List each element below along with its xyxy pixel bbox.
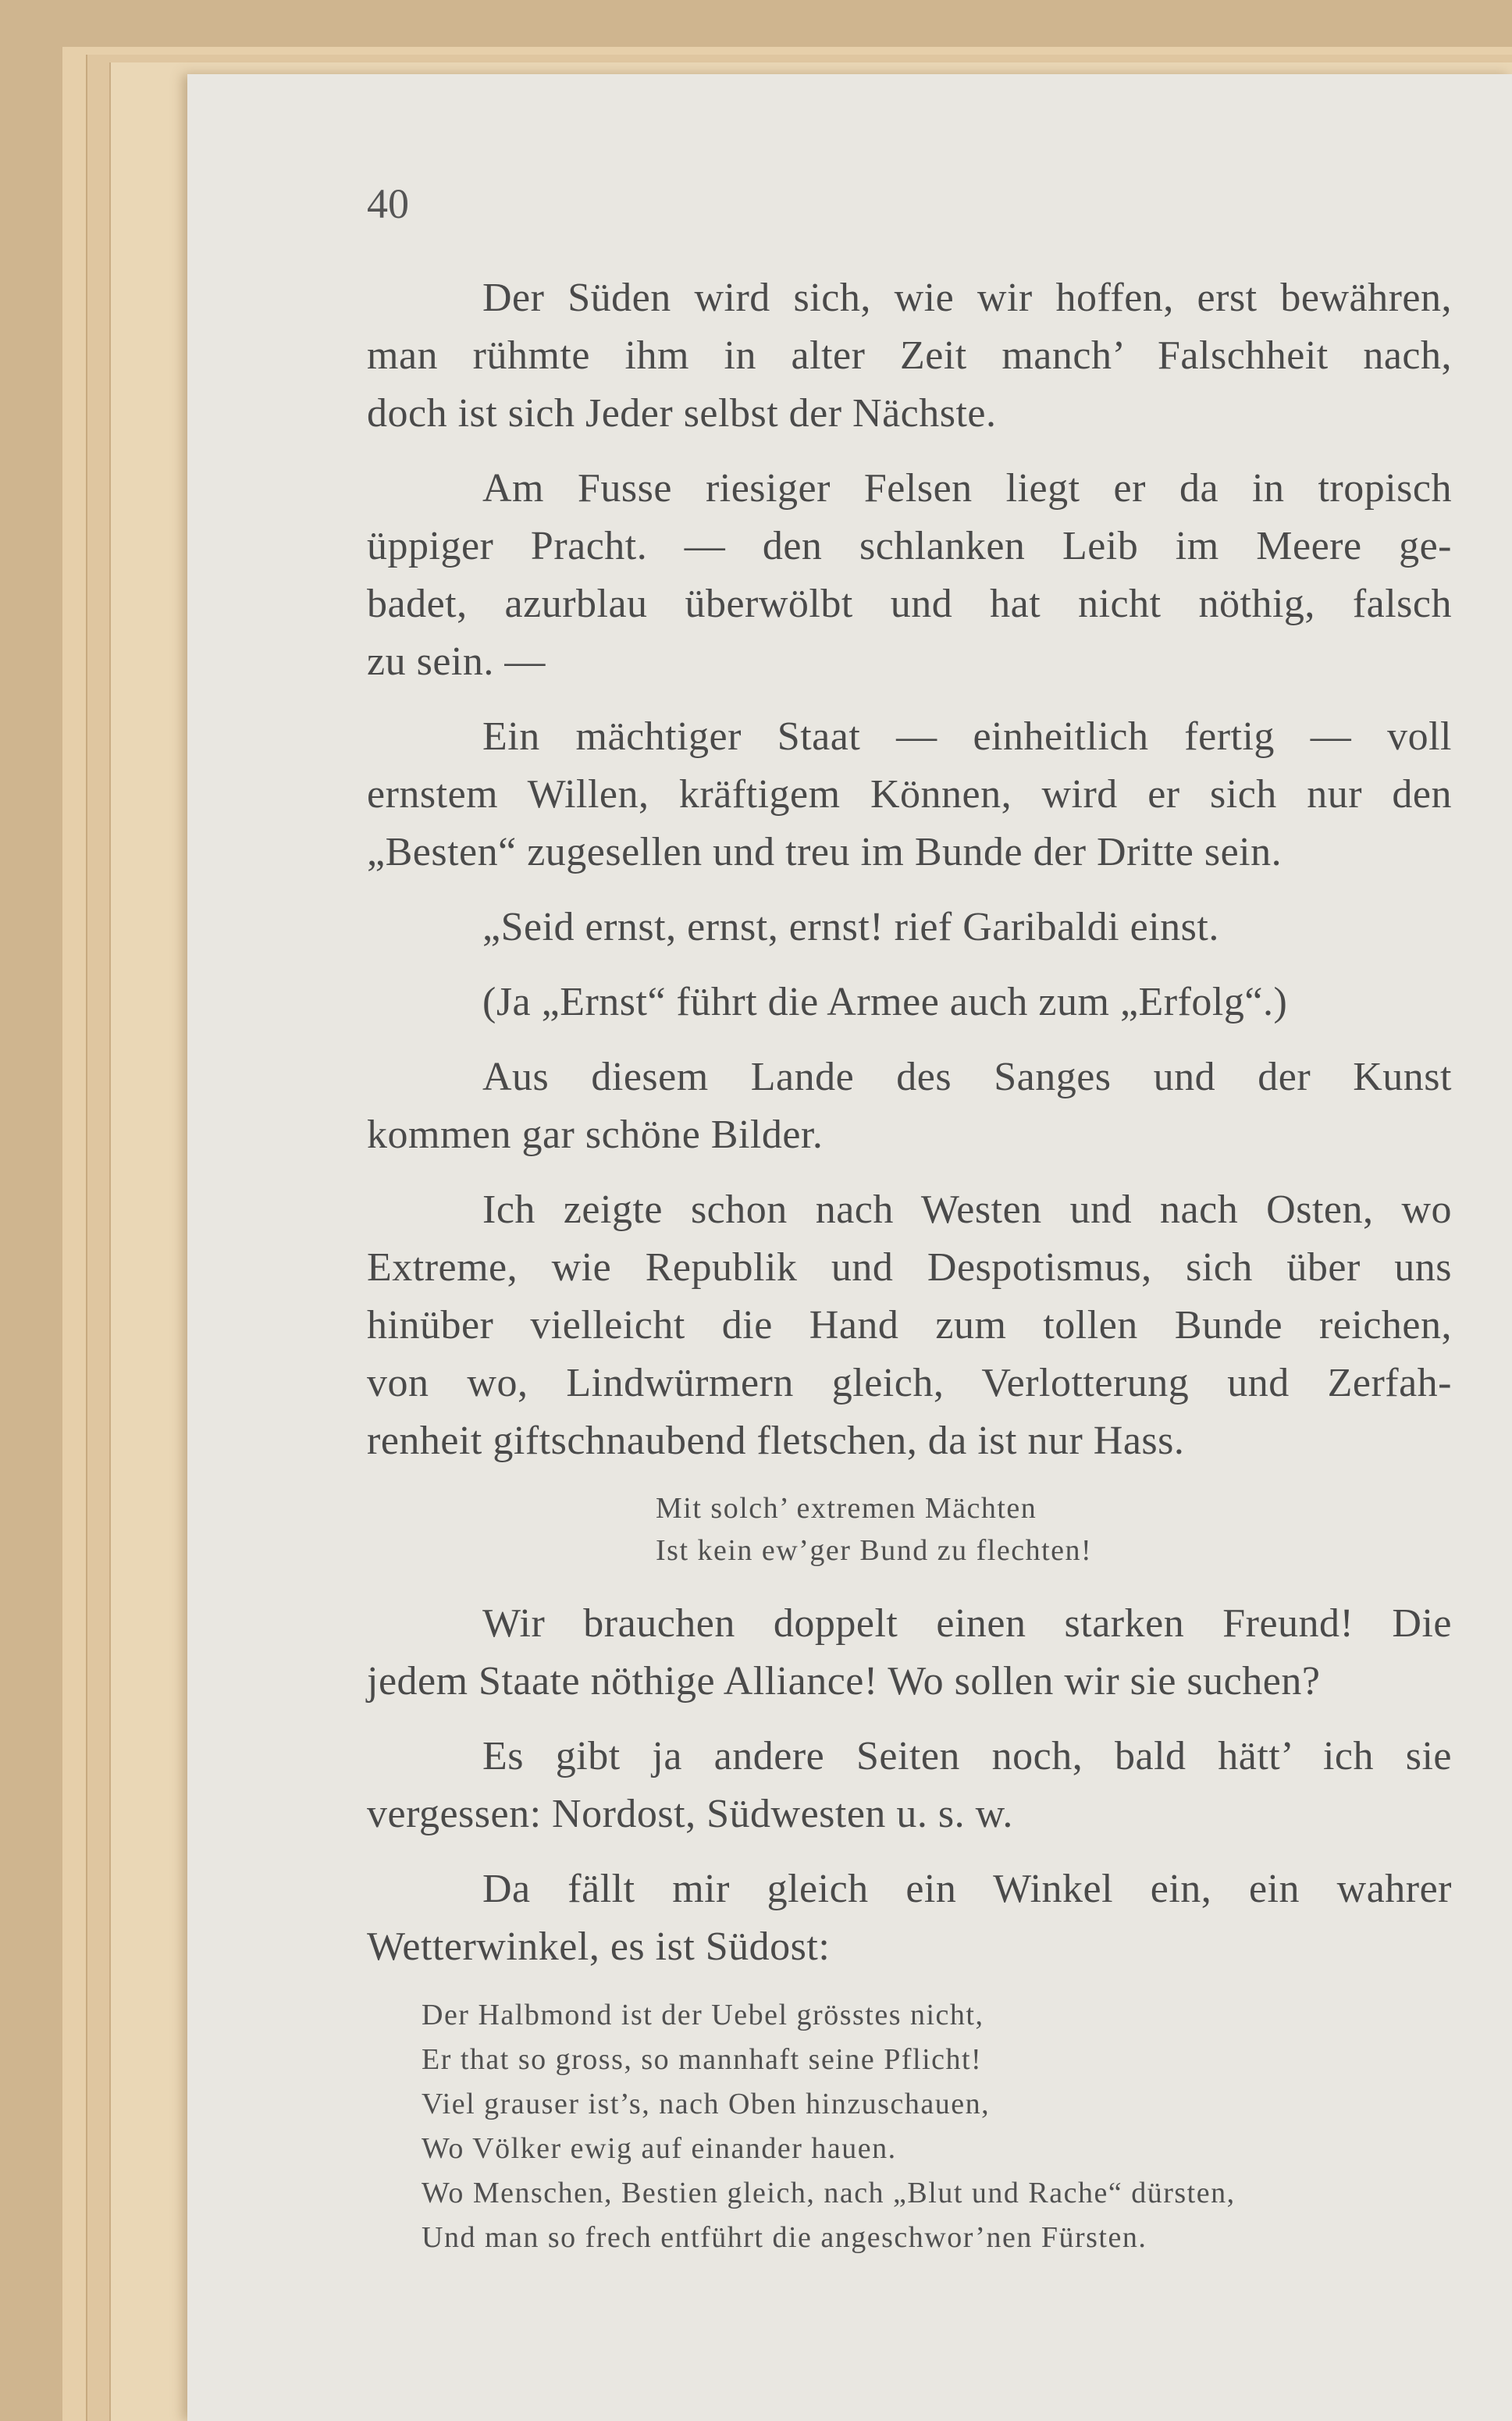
text-line: Der Süden wird sich, wie wir hoffen, erst bewähren,: [482, 276, 1452, 320]
verse-block: [367, 1487, 1452, 1572]
page-number: 40: [367, 180, 409, 227]
verse-line: Wo Menschen, Bestien gleich, nach „Blut und Rache“ dürsten,: [422, 2177, 1236, 2209]
text-line: ernstem Willen, kräftigem Können, wird er sich nur den: [367, 772, 1452, 817]
text-line: badet, azurblau überwölbt und hat nicht nöthig, falsch: [367, 582, 1452, 626]
text-line: hinüber vielleicht die Hand zum tollen Bunde reichen,: [367, 1303, 1452, 1348]
verse-line: Viel grauser ist’s, nach Oben hinzuschauen,: [422, 2088, 991, 2120]
paragraph: [367, 1049, 1452, 1164]
text-line: renheit giftschnaubend fletschen, da ist nur Hass.: [367, 1419, 1185, 1463]
paragraph: [367, 1595, 1452, 1711]
text-line: kommen gar schöne Bilder.: [367, 1113, 824, 1157]
text-line: Aus diesem Lande des Sanges und der Kunst: [482, 1055, 1452, 1099]
paragraph: [367, 899, 1452, 956]
verse-line: Und man so frech entführt die angeschwor’nen Fürsten.: [422, 2221, 1147, 2254]
text-line: zu sein. —: [367, 639, 546, 684]
text-line: vergessen: Nordost, Südwesten u. s. w.: [367, 1792, 1013, 1836]
text-line: von wo, Lindwürmern gleich, Verlotterung und Zerfah-: [367, 1361, 1452, 1405]
paragraph: [367, 269, 1452, 443]
verse-line: Der Halbmond ist der Uebel grösstes nicht,: [422, 1999, 984, 2031]
text-line: (Ja „Ernst“ führt die Armee auch zum „Erfolg“.): [482, 980, 1288, 1024]
verse-line: Wo Völker ewig auf einander hauen.: [422, 2132, 897, 2165]
text-line: „Besten“ zugesellen und treu im Bunde der Dritte sein.: [367, 830, 1283, 874]
paragraph: [367, 1860, 1452, 1976]
text-line: „Seid ernst, ernst, ernst! rief Garibaldi einst.: [482, 905, 1219, 949]
text-line: doch ist sich Jeder selbst der Nächste.: [367, 391, 997, 436]
text-line: üppiger Pracht. — den schlanken Leib im Meere ge-: [367, 524, 1452, 568]
page-body: [367, 269, 1452, 2284]
verse-line: Er that so gross, so mannhaft seine Pflicht!: [422, 2043, 983, 2076]
paragraph: [367, 974, 1452, 1031]
paragraph: [367, 1728, 1452, 1843]
text-line: man rühmte ihm in alter Zeit manch’ Falschheit nach,: [367, 333, 1452, 378]
verse-line: Ist kein ew’ger Bund zu flechten!: [656, 1534, 1093, 1567]
text-line: Da fällt mir gleich ein Winkel ein, ein wahrer: [482, 1867, 1452, 1911]
text-line: Wir brauchen doppelt einen starken Freund! Die: [482, 1601, 1452, 1646]
text-line: jedem Staate nöthige Alliance! Wo sollen wir sie suchen?: [367, 1659, 1321, 1704]
text-line: Extreme, wie Republik und Despotismus, sich über uns: [367, 1245, 1452, 1290]
paragraph: [367, 460, 1452, 691]
text-line: Ein mächtiger Staat — einheitlich fertig — voll: [482, 714, 1452, 759]
verse-block: [367, 1993, 1452, 2260]
paragraph: [367, 1181, 1452, 1470]
text-line: Ich zeigte schon nach Westen und nach Osten, wo: [482, 1187, 1452, 1232]
text-line: Am Fusse riesiger Felsen liegt er da in tropisch: [482, 466, 1452, 511]
text-line: Es gibt ja andere Seiten noch, bald hätt’ ich sie: [482, 1734, 1452, 1778]
verse-line: Mit solch’ extremen Mächten: [656, 1492, 1037, 1525]
paragraph: [367, 708, 1452, 881]
text-line: Wetterwinkel, es ist Südost:: [367, 1924, 831, 1969]
